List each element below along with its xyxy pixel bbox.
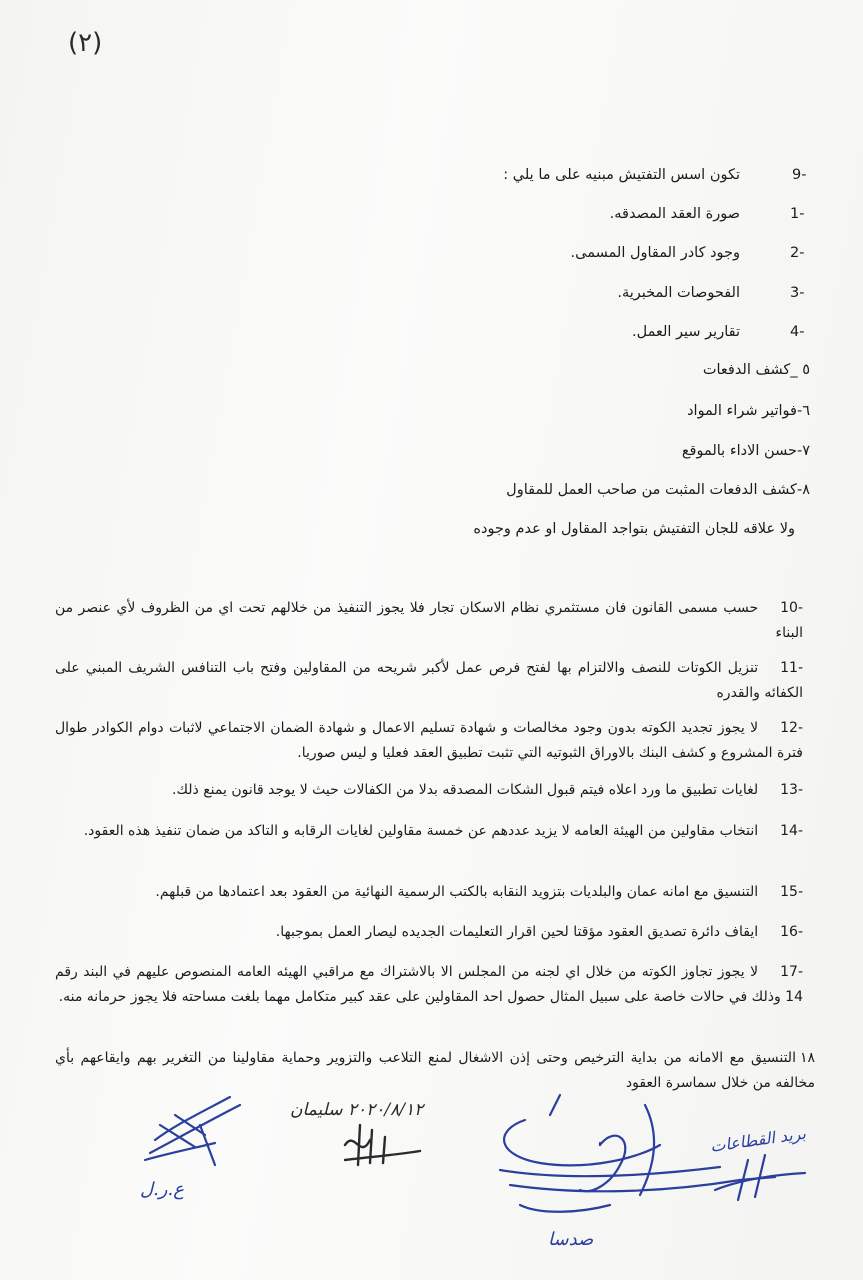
paragraph-text: حسب مسمى القانون فان مستثمري نظام الاسكان تجار فلا يجوز التنفيذ من خلالهم تحت اي من الظروف لأي عنصر من البناء [55,600,803,641]
paragraph-14 [55,819,803,844]
signature-left-text: ع.ر.ل [140,1179,184,1200]
paragraph-text: تنزيل الكوتات للنصف والالتزام بها لفتح فرص عمل لأكبر شريحه من المقاولين وفتح باب التنافس الشريف المبني على الكفائه والقدره [55,660,803,701]
subitem-number: ٧ [802,443,810,459]
paragraph-text: التنسيق مع الامانه من بداية الترخيص وحتى إذن الاشغال لمنع التلاعب والتزوير وحماية مقاولينا من التغرير بهم وايقاعهم بأي مخالفه من خلال سماسرة العقود [55,1050,815,1091]
signature-middle [345,1125,420,1165]
subitem-text: صورة العقد المصدقه. [609,206,740,222]
subitem-6 [687,403,810,419]
paragraph-text: ايقاف دائرة تصديق العقود مؤقتا لحين اقرار التعليمات الجديده ليصار العمل بموجبها. [275,924,759,940]
subitem-text: -فواتير شراء المواد [687,403,803,419]
paragraph-number: ١٨ [799,1050,815,1066]
paragraph-17 [55,960,803,1010]
paragraph-number: 17- [780,964,803,980]
subitem-text: الفحوصات المخبرية. [617,285,740,301]
signature-far-right-text: بريد القطاعات [709,1123,807,1156]
subitem-number: 2- [790,245,805,261]
signature-left [145,1097,240,1165]
signature-middle-date: ٢٠٢٠/٨/١٢ سليمان [290,1100,424,1120]
paragraph-number: 12- [780,720,803,736]
item-9-intro: تكون اسس التفتيش مبنيه على ما يلي : [503,167,740,183]
paragraph-text: لا يجوز تجاوز الكوته من خلال اي لجنه من المجلس الا بالاشتراك مع مراقبي الهيئه العامه المنصوص عليهم في البند رقم 14 وذلك في حالات خاصة على سبيل المثال حصول احد المقاولين على عقد كبير متكامل مهما بلغت مساحته فلا يجوز حرمانه منه. [55,964,803,1005]
subitem-number: ٥ [802,362,810,378]
paragraph-text: انتخاب مقاولين من الهيئة العامه لا يزيد عددهم عن خمسة مقاولين لغايات الرقابه و التاكد من ضمان تنفيذ هذه العقود. [83,823,759,839]
signature-far-right [715,1155,805,1200]
paragraph-number: 15- [780,884,803,900]
paragraph-text: لغايات تطبيق ما ورد اعلاه فيتم قبول الشكات المصدقه بدلا من الكفالات حيث لا يوجد قانون يمنع ذلك. [172,782,759,798]
subitem-text: تقارير سير العمل. [632,324,740,340]
paragraph-number: 11- [780,660,803,676]
paragraph-12 [55,716,803,766]
paragraph-number: 13- [780,782,803,798]
subitem-5 [703,362,810,378]
paragraph-number: 16- [780,924,803,940]
subitem-number: 3- [790,285,805,301]
subitem-7 [682,443,810,459]
paragraph-number: 10- [780,600,803,616]
subitem-number: ٦ [802,403,810,419]
subitem-number: 1- [790,206,805,222]
signatures-area [0,1085,863,1280]
subitem-text: -كشف الدفعات المثبت من صاحب العمل للمقاول [506,482,803,498]
page-number: (٢) [68,28,103,58]
subitem-8 [506,482,810,498]
item-9-number: 9- [792,167,807,183]
subitem-text: -حسن الاداء بالموقع [681,443,803,459]
paragraph-10 [55,596,803,646]
subitem-text: وجود كادر المقاول المسمى. [570,245,740,261]
item-9-note: ولا علاقه للجان التفتيش بتواجد المقاول او عدم وجوده [473,521,795,537]
paragraph-text: لا يجوز تجديد الكوته بدون وجود مخالصات و شهادة تسليم الاعمال و شهادة الضمان الاجتماعي لاثبات دوام الكوادر طوال فترة المشروع و كشف البنك بالاوراق الثبوتيه التي تثبت تطبيق العقد فعليا و ليس صوريا. [55,720,803,761]
paragraph-11 [55,656,803,706]
subitem-text: _كشف الدفعات [702,362,798,378]
paragraph-number: 14- [780,823,803,839]
subitem-number: ٨ [802,482,810,498]
paragraph-15 [55,880,803,905]
signature-right [500,1095,740,1212]
subitem-number: 4- [790,324,805,340]
paragraph-13 [55,778,803,803]
signature-right-text: صدسا [548,1229,594,1250]
paragraph-16 [55,920,803,945]
paragraph-text: التنسيق مع امانه عمان والبلديات بتزويد النقابه بالكتب الرسمية النهائية من العقود بعد اعتمادها من قبلهم. [155,884,759,900]
